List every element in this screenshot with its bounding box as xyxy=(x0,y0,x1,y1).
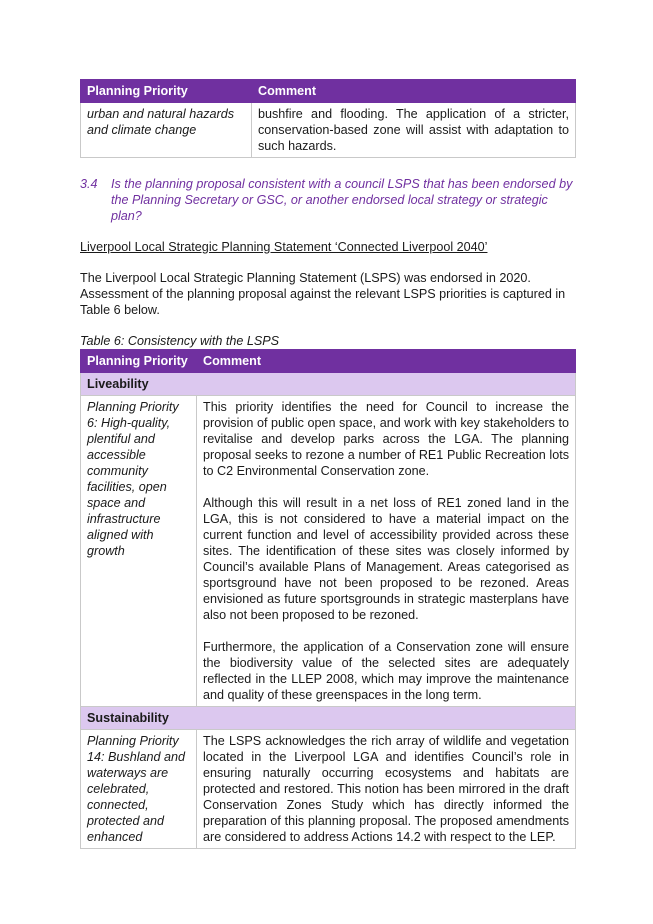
planning-priority-table-continued xyxy=(80,79,576,158)
table-row xyxy=(81,103,576,158)
header-planning-priority: Planning Priority xyxy=(81,80,252,103)
comment-paragraph: Although this will result in a net loss of RE1 zoned land in the LGA, this is not considered to have a material impact on the current function and level of accessibility provided across these sites. The identification of these sites was closely informed by Council’s available Plans of Management. Areas categorised as sportsground have not been proposed to be rezoned. Areas envisioned as future sportsgrounds in strategic masterplans have also not been proposed to be rezoned. xyxy=(203,496,569,622)
section-title: Sustainability xyxy=(81,707,576,730)
header-comment: Comment xyxy=(197,350,576,373)
header-planning-priority: Planning Priority xyxy=(81,350,197,373)
question-3-4 xyxy=(80,176,576,224)
header-comment: Comment xyxy=(252,80,576,103)
page-content xyxy=(80,79,576,849)
table-row xyxy=(81,730,576,849)
comment-paragraph: Furthermore, the application of a Conservation zone will ensure the biodiversity value of the selected sites are adequately reflected in the LLEP 2008, which may improve the maintenance and quality of these greenspaces in the long term. xyxy=(203,640,569,702)
comment-cell xyxy=(197,730,576,849)
comment-paragraph: This priority identifies the need for Council to increase the provision of public open space, and work with key stakeholders to revitalise and develop parks across the LGA. The planning proposal seeks to rezone a number of RE1 Public Recreation lots to C2 Environmental Conservation zone. xyxy=(203,400,569,478)
priority-cell: Planning Priority 6: High-quality, plentiful and accessible community facilities, open space and infrastructure aligned with growth xyxy=(81,396,197,707)
section-row-sustainability xyxy=(81,707,576,730)
table-6-lsps-consistency xyxy=(80,349,576,849)
priority-cell: Planning Priority 14: Bushland and waterways are celebrated, connected, protected and enhanced xyxy=(81,730,197,849)
table-header-row xyxy=(81,80,576,103)
comment-cell xyxy=(197,396,576,707)
priority-cell: urban and natural hazards and climate change xyxy=(81,103,252,158)
question-number: 3.4 xyxy=(80,177,98,191)
question-text: Is the planning proposal consistent with a council LSPS that has been endorsed by the Planning Secretary or GSC, or another endorsed local strategy or strategic plan? xyxy=(111,177,573,223)
table-6-caption: Table 6: Consistency with the LSPS xyxy=(80,334,280,348)
comment-cell: bushfire and flooding. The application of a stricter, conservation-based zone will assist with adaptation to such hazards. xyxy=(252,103,576,158)
section-title: Liveability xyxy=(81,373,576,396)
intro-paragraph: The Liverpool Local Strategic Planning Statement (LSPS) was endorsed in 2020. Assessment of the planning proposal against the relevant LSPS priorities is captured in Table 6 below. xyxy=(80,271,566,317)
section-row-liveability xyxy=(81,373,576,396)
section-heading: Liverpool Local Strategic Planning Statement ‘Connected Liverpool 2040’ xyxy=(80,240,488,254)
comment-paragraph: The LSPS acknowledges the rich array of wildlife and vegetation located in the Liverpool LGA and identifies Council’s role in ensuring naturally occurring ecosystems and habitats are protected and restored. This notion has been mirrored in the draft Conservation Zones Study which has directly informed the preparation of this planning proposal. The proposed amendments are considered to address Actions 14.2 with respect to the LEP. xyxy=(203,734,569,844)
table-row xyxy=(81,396,576,707)
table-header-row xyxy=(81,350,576,373)
